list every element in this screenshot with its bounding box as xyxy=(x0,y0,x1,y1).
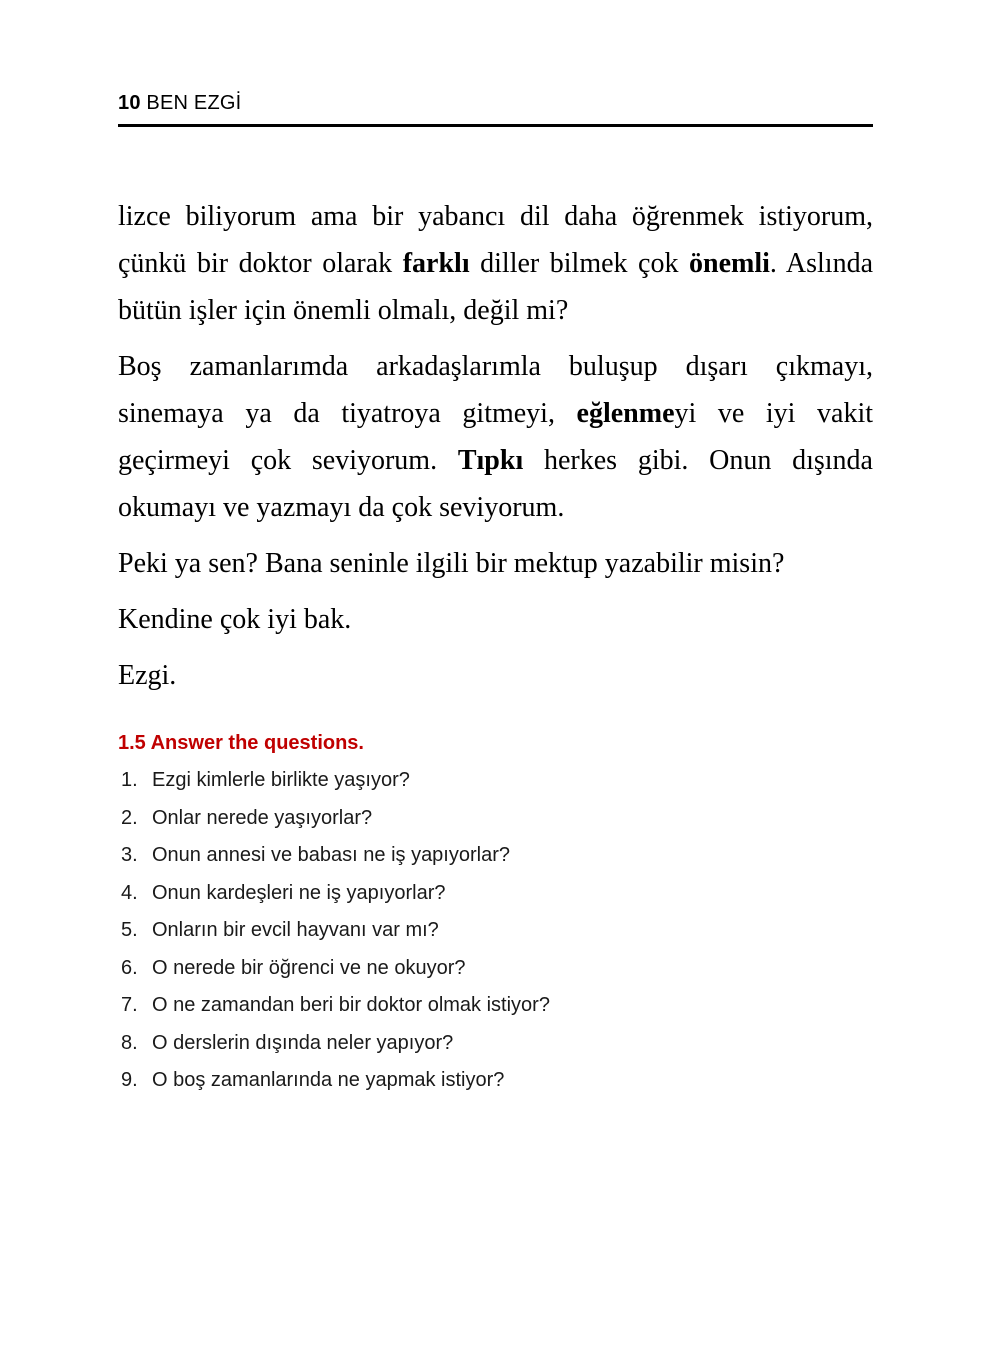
body-text-run: . Aslında bütün işler için önemli olmalı, değil mi? xyxy=(118,248,873,326)
paragraph-free-time xyxy=(118,343,873,531)
body-text-run: lizce biliyorum ama bir yabancı dil daha öğrenmek istiyorum, çünkü bir doktor olarak xyxy=(118,201,873,279)
paragraph-closing xyxy=(118,596,873,643)
paragraph-signature xyxy=(118,652,873,699)
emphasis-text: eğlenme xyxy=(576,398,675,429)
body-text-run: diller bilmek çok xyxy=(469,248,690,279)
question-text: O derslerin dışında neler yapıyor? xyxy=(152,1031,454,1054)
question-item xyxy=(118,918,873,942)
question-number: 6. xyxy=(121,956,138,979)
running-header xyxy=(118,90,873,116)
exercise-section xyxy=(118,730,873,1106)
paragraph-question-to-reader xyxy=(118,540,873,587)
question-text: O nerede bir öğrenci ve ne okuyor? xyxy=(152,956,466,979)
question-text: Ezgi kimlerle birlikte yaşıyor? xyxy=(152,769,410,791)
question-number: 7. xyxy=(121,994,138,1016)
question-item xyxy=(118,806,873,830)
body-text-run: Boş zamanlarımda arkadaşlarımla buluşup dışarı çıkmayı, sinemaya ya da tiyatroya gitmeyi, xyxy=(118,351,873,429)
question-number: 4. xyxy=(121,881,138,904)
question-number: 3. xyxy=(121,844,138,866)
header-divider-rule xyxy=(118,124,873,127)
question-text: Onların bir evcil hayvanı var mı? xyxy=(152,919,439,941)
question-text: O boş zamanlarında ne yapmak istiyor? xyxy=(152,1069,505,1091)
body-text-run: Kendine çok iyi bak. xyxy=(118,604,352,635)
body-text-run: Ezgi. xyxy=(118,660,177,691)
body-text-run: Peki ya sen? Bana seninle ilgili bir mektup yazabilir misin? xyxy=(118,548,785,579)
question-item xyxy=(118,956,873,980)
emphasis-text: farklı xyxy=(402,248,470,279)
page-number: 10 xyxy=(118,92,141,114)
question-item xyxy=(118,881,873,905)
question-text: Onlar nerede yaşıyorlar? xyxy=(152,806,373,829)
question-number: 9. xyxy=(121,1069,138,1091)
question-item xyxy=(118,768,873,792)
question-number: 2. xyxy=(121,806,138,829)
question-item xyxy=(118,843,873,867)
question-item xyxy=(118,1068,873,1092)
question-item xyxy=(118,1031,873,1055)
question-list xyxy=(118,768,873,1092)
body-text-run: yi ve iyi vakit geçirmeyi çok seviyorum. xyxy=(118,398,873,476)
paragraph-continuation xyxy=(118,193,873,334)
emphasis-text: Tıpkı xyxy=(457,445,524,476)
question-number: 5. xyxy=(121,919,138,941)
question-number: 8. xyxy=(121,1031,138,1054)
header-line xyxy=(118,90,873,116)
body-text-run: herkes gibi. Onun dışında okumayı ve yazmayı da çok seviyorum. xyxy=(118,445,873,523)
body-text-block xyxy=(118,193,873,699)
question-text: Onun annesi ve babası ne iş yapıyorlar? xyxy=(152,844,510,866)
header-chapter-title: BEN EZGİ xyxy=(146,92,242,114)
question-number: 1. xyxy=(121,769,138,791)
question-text: O ne zamandan beri bir doktor olmak istiyor? xyxy=(152,994,550,1016)
exercise-heading: 1.5 Answer the questions. xyxy=(118,732,364,754)
question-item xyxy=(118,993,873,1017)
question-text: Onun kardeşleri ne iş yapıyorlar? xyxy=(152,881,446,904)
emphasis-text: önemli xyxy=(689,248,770,279)
